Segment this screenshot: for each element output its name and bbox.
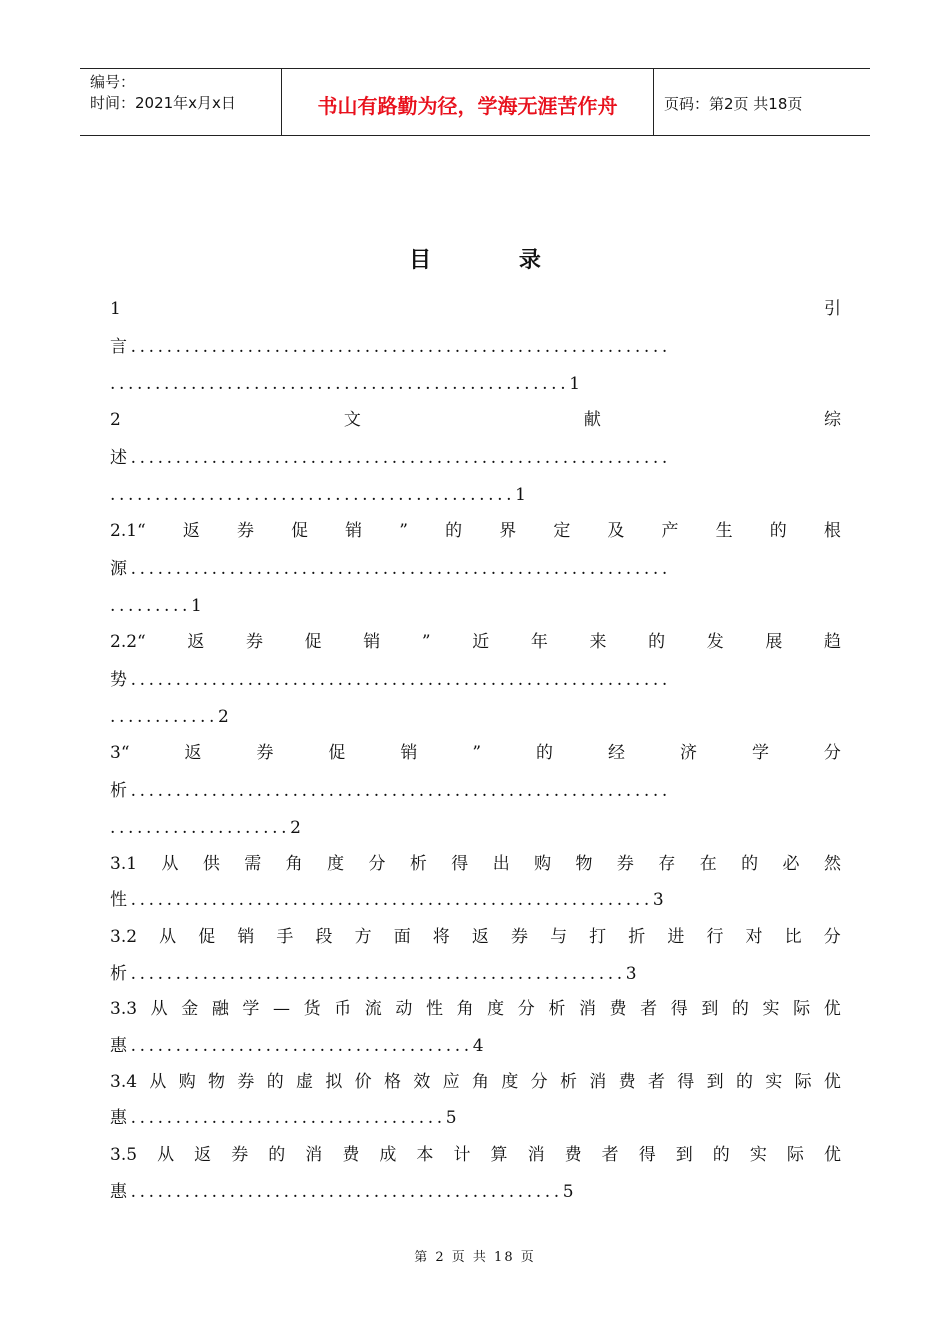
toc-entry-token: 文 bbox=[343, 410, 361, 430]
toc-entry-token: 来 bbox=[589, 632, 607, 652]
toc-entry-token: 购 bbox=[178, 1072, 196, 1092]
toc-entry-token: 进 bbox=[667, 927, 685, 947]
toc-entry-token: 际 bbox=[794, 1072, 812, 1092]
toc-entry-token: 的 bbox=[712, 1145, 730, 1165]
toc-entry-token: 2.2“ bbox=[110, 632, 146, 652]
toc-entry-token: 格 bbox=[384, 1072, 401, 1092]
toc-entry-token: 计 bbox=[453, 1145, 471, 1165]
toc-entry-token: 返 bbox=[184, 743, 202, 763]
header-date-label: 时间：2021年x月x日 bbox=[90, 94, 236, 112]
toc-entry-leader: 源............................................................ bbox=[110, 559, 671, 579]
toc-entry-token: 实 bbox=[765, 1072, 783, 1092]
toc-entry-token: 综 bbox=[823, 410, 841, 430]
toc-entry-token: 的 bbox=[741, 854, 759, 874]
toc-entry-token: 供 bbox=[202, 854, 220, 874]
toc-entry-token: 销 bbox=[237, 927, 255, 947]
toc-entry-token: 段 bbox=[315, 927, 333, 947]
toc-entry-continuation[interactable] bbox=[110, 779, 841, 803]
toc-entry-token: 经 bbox=[608, 743, 625, 763]
toc-entry-token: 融 bbox=[211, 999, 229, 1019]
toc-entry-token: 度 bbox=[501, 1072, 519, 1092]
toc-entry-heading[interactable] bbox=[110, 630, 841, 654]
toc-entry-token: 的 bbox=[648, 632, 666, 652]
toc-entry-continuation[interactable] bbox=[110, 668, 841, 692]
toc-entry-token: 3“ bbox=[110, 743, 130, 763]
toc-entry-token: 学 bbox=[751, 743, 769, 763]
toc-entry-token: 算 bbox=[490, 1145, 508, 1165]
toc-entry-token: 行 bbox=[706, 927, 724, 947]
toc-entry-token: 应 bbox=[442, 1072, 460, 1092]
toc-entry-page-line[interactable] bbox=[110, 372, 841, 396]
toc-entry-token: 促 bbox=[304, 632, 322, 652]
header-motto-cell bbox=[282, 69, 654, 135]
toc-entry-heading[interactable] bbox=[110, 741, 841, 765]
toc-entry-token: 出 bbox=[492, 854, 510, 874]
toc-entry-token: 必 bbox=[782, 854, 800, 874]
toc-entry-token: 3.1 bbox=[110, 854, 138, 874]
toc-entry-page-number: .............................................1 bbox=[110, 485, 530, 505]
toc-entry-token: 界 bbox=[499, 521, 517, 541]
toc-entry-token: 销 bbox=[363, 632, 381, 652]
toc-entry-token: 比 bbox=[784, 927, 802, 947]
toc-entry-page-line[interactable] bbox=[110, 705, 841, 729]
toc-entry-token: 费 bbox=[564, 1145, 582, 1165]
toc-entry-token: 返 bbox=[471, 927, 489, 947]
toc-entry-token: 际 bbox=[793, 999, 811, 1019]
toc-entry-token: 性 bbox=[425, 999, 443, 1019]
toc-entry-token: 的 bbox=[266, 1072, 284, 1092]
toc-entry-heading[interactable] bbox=[110, 408, 841, 432]
toc-entry-token: 度 bbox=[487, 999, 505, 1019]
toc-entry-token: 消 bbox=[578, 999, 596, 1019]
toc-entry-token: 与 bbox=[550, 927, 568, 947]
toc-entry-token: 得 bbox=[670, 999, 688, 1019]
toc-entry-token: 的 bbox=[731, 999, 749, 1019]
toc-entry-token: 3.4 bbox=[110, 1072, 138, 1092]
toc-entry-token: 及 bbox=[607, 521, 625, 541]
toc-entry-token: 3.2 bbox=[110, 927, 138, 947]
toc-entry-heading[interactable] bbox=[110, 1070, 841, 1094]
toc-entry-token: 的 bbox=[536, 743, 554, 763]
toc-entry-token: 2.1“ bbox=[110, 521, 146, 541]
toc-entry-token: 分 bbox=[368, 854, 386, 874]
toc-entry-heading[interactable] bbox=[110, 997, 841, 1021]
toc-entry-token: 分 bbox=[823, 927, 841, 947]
toc-entry-token: 优 bbox=[823, 1145, 841, 1165]
toc-entry-token: 券 bbox=[236, 521, 254, 541]
toc-entry-leader: 惠................................................5 bbox=[110, 1182, 578, 1202]
toc-entry-token: 产 bbox=[661, 521, 679, 541]
toc-entry-token: 券 bbox=[510, 927, 528, 947]
toc-entry-token: 到 bbox=[706, 1072, 724, 1092]
toc-entry-token: 费 bbox=[342, 1145, 360, 1165]
toc-entry-token: 根 bbox=[823, 521, 841, 541]
toc-entry-token: 费 bbox=[618, 1072, 636, 1092]
toc-entry-token: 效 bbox=[413, 1072, 431, 1092]
page-header bbox=[80, 68, 870, 136]
toc-entry-token: 3.3 bbox=[110, 999, 138, 1019]
toc-entry-continuation[interactable] bbox=[110, 1034, 841, 1058]
toc-entry-token: 消 bbox=[527, 1145, 545, 1165]
toc-entry-token: 展 bbox=[765, 632, 783, 652]
toc-entry-token: 优 bbox=[823, 999, 841, 1019]
toc-entry-token: 存 bbox=[658, 854, 676, 874]
toc-entry-token: 折 bbox=[628, 927, 646, 947]
toc-entry-token: 析 bbox=[548, 999, 566, 1019]
toc-entry-page-number: .........1 bbox=[110, 596, 206, 616]
toc-entry-token: 拟 bbox=[325, 1072, 343, 1092]
toc-title: 目 录 bbox=[409, 248, 581, 273]
toc-entry-token: 得 bbox=[677, 1072, 695, 1092]
toc-entry-continuation[interactable] bbox=[110, 557, 841, 581]
toc-entry-token: 角 bbox=[285, 854, 303, 874]
toc-entry-page-line[interactable] bbox=[110, 594, 841, 618]
toc-entry-leader: 析.......................................................3 bbox=[110, 964, 641, 984]
toc-entry-continuation[interactable] bbox=[110, 1106, 841, 1130]
toc-entry-token: 费 bbox=[609, 999, 627, 1019]
toc-entry-token: 方 bbox=[354, 927, 372, 947]
toc-entry-token: — bbox=[273, 999, 291, 1019]
toc-entry-token: 析 bbox=[409, 854, 427, 874]
toc-entry-token: 的 bbox=[445, 521, 463, 541]
toc-entry-token: 币 bbox=[334, 999, 352, 1019]
toc-entry-token: 者 bbox=[601, 1145, 619, 1165]
toc-entry-page-line[interactable] bbox=[110, 816, 841, 840]
toc-entry-page-number: ............2 bbox=[110, 707, 233, 727]
toc-entry-page-line[interactable] bbox=[110, 483, 841, 507]
toc-entry-continuation[interactable] bbox=[110, 888, 841, 912]
toc-entry-token: 然 bbox=[823, 854, 841, 874]
toc-entry-leader: 言............................................................ bbox=[110, 337, 671, 357]
toc-entry-token: 流 bbox=[364, 999, 382, 1019]
toc-entry-token: 得 bbox=[451, 854, 469, 874]
toc-entry-token: 优 bbox=[823, 1072, 841, 1092]
header-meta-cell bbox=[80, 69, 282, 135]
toc-entry-token: 将 bbox=[432, 927, 450, 947]
toc-entry-token: 实 bbox=[749, 1145, 767, 1165]
toc-entry-token: 的 bbox=[735, 1072, 753, 1092]
toc-entry-token: 打 bbox=[589, 927, 607, 947]
toc-entry-token: 实 bbox=[762, 999, 780, 1019]
toc-entry-token: 析 bbox=[559, 1072, 577, 1092]
toc-entry-token: 消 bbox=[589, 1072, 607, 1092]
toc-entry-token: 到 bbox=[701, 999, 719, 1019]
toc-entry-token: 物 bbox=[575, 854, 593, 874]
toc-entry-token: 分 bbox=[517, 999, 535, 1019]
toc-entry-token: 动 bbox=[395, 999, 413, 1019]
toc-entry-token: 到 bbox=[675, 1145, 693, 1165]
toc-entry-leader: 势............................................................ bbox=[110, 670, 671, 690]
toc-entry-token: 返 bbox=[187, 632, 205, 652]
toc-entry-page-number: ...................................................1 bbox=[110, 374, 584, 394]
toc-entry-token: 者 bbox=[640, 999, 658, 1019]
toc-entry-token: ” bbox=[421, 632, 431, 652]
toc-entry-token: 促 bbox=[198, 927, 216, 947]
toc-entry-token: 生 bbox=[715, 521, 733, 541]
toc-entry-token: 促 bbox=[291, 521, 309, 541]
toc-entry-heading[interactable] bbox=[110, 852, 841, 876]
toc-entry-token: 近 bbox=[472, 632, 490, 652]
toc-entry-token: 货 bbox=[303, 999, 321, 1019]
toc-entry-token: 从 bbox=[149, 1072, 167, 1092]
toc-entry-continuation[interactable] bbox=[110, 1180, 841, 1204]
toc-entry-token: 销 bbox=[345, 521, 363, 541]
toc-entry-continuation[interactable] bbox=[110, 962, 841, 986]
toc-entry-token: 角 bbox=[456, 999, 474, 1019]
toc-entry-token: 引 bbox=[824, 299, 841, 319]
header-page-cell bbox=[654, 69, 870, 135]
toc-entry-token: 金 bbox=[181, 999, 199, 1019]
toc-entry-token: 度 bbox=[327, 854, 345, 874]
toc-entry-token: 分 bbox=[823, 743, 841, 763]
toc-entry-token: 手 bbox=[276, 927, 294, 947]
toc-entry-token: 券 bbox=[616, 854, 634, 874]
toc-entry-token: 1 bbox=[110, 299, 121, 319]
toc-entry-leader: 析............................................................ bbox=[110, 781, 671, 801]
toc-entry-continuation[interactable] bbox=[110, 335, 841, 359]
toc-entry-token: 需 bbox=[244, 854, 262, 874]
toc-entry-token: 分 bbox=[530, 1072, 548, 1092]
toc-entry-heading[interactable] bbox=[110, 297, 841, 321]
toc-entry-token: 券 bbox=[245, 632, 263, 652]
toc-entry-token: 年 bbox=[530, 632, 548, 652]
toc-entry-token: 在 bbox=[699, 854, 717, 874]
toc-entry-token: 券 bbox=[231, 1145, 249, 1165]
toc-entry-token: 3.5 bbox=[110, 1145, 138, 1165]
toc-entry-token: 献 bbox=[583, 410, 601, 430]
toc-entry-token: 销 bbox=[400, 743, 418, 763]
toc-entry-token: 券 bbox=[256, 743, 274, 763]
toc-entry-token: 得 bbox=[638, 1145, 656, 1165]
toc-entry-heading[interactable] bbox=[110, 1143, 841, 1167]
toc-entry-token: 从 bbox=[150, 999, 168, 1019]
toc-entry-token: 从 bbox=[161, 854, 179, 874]
toc-entry-token: 的 bbox=[268, 1145, 286, 1165]
toc-entry-leader: 性..........................................................3 bbox=[110, 890, 668, 910]
toc-entry-token: 虚 bbox=[296, 1072, 314, 1092]
header-number-label: 编号： bbox=[90, 73, 136, 91]
toc-entry-token: 消 bbox=[305, 1145, 323, 1165]
toc-entry-token: 购 bbox=[534, 854, 552, 874]
toc-entry-token: 从 bbox=[159, 927, 177, 947]
toc-entry-token: 者 bbox=[647, 1072, 665, 1092]
page-footer: 第 2 页 共 18 页 bbox=[414, 1250, 536, 1265]
toc-entry-leader: 述............................................................ bbox=[110, 448, 671, 468]
toc-entry-leader: 惠......................................4 bbox=[110, 1036, 488, 1056]
toc-entry-continuation[interactable] bbox=[110, 446, 841, 470]
toc-entry-token: 对 bbox=[745, 927, 763, 947]
toc-entry-token: 发 bbox=[706, 632, 724, 652]
toc-entry-leader: 惠...................................5 bbox=[110, 1108, 461, 1128]
toc-entry-token: 本 bbox=[416, 1145, 434, 1165]
toc-entry-token: 角 bbox=[471, 1072, 489, 1092]
toc-entry-token: 定 bbox=[553, 521, 571, 541]
toc-entry-heading[interactable] bbox=[110, 925, 841, 949]
toc-entry-token: 物 bbox=[208, 1072, 226, 1092]
toc-entry-token: 2 bbox=[110, 410, 121, 430]
header-page-info: 页码：第2页 共18页 bbox=[664, 94, 803, 113]
toc-entry-token: 促 bbox=[328, 743, 346, 763]
toc-entry-token: 的 bbox=[769, 521, 787, 541]
toc-entry-token: 学 bbox=[242, 999, 260, 1019]
toc-entry-token: 成 bbox=[379, 1145, 397, 1165]
header-motto: 书山有路勤为径，学海无涯苦作舟 bbox=[317, 93, 618, 118]
toc-entry-heading[interactable] bbox=[110, 519, 841, 543]
toc-entry-token: ” bbox=[399, 521, 408, 541]
toc-entry-token: 券 bbox=[237, 1072, 255, 1092]
toc-entry-token: 趋 bbox=[823, 632, 841, 652]
toc-entry-token: 返 bbox=[182, 521, 200, 541]
toc-entry-token: 面 bbox=[393, 927, 411, 947]
toc-entry-token: ” bbox=[472, 743, 482, 763]
toc-entry-token: 价 bbox=[354, 1072, 372, 1092]
toc-entry-page-number: ....................2 bbox=[110, 818, 305, 838]
toc-entry-token: 济 bbox=[679, 743, 697, 763]
toc-entry-token: 从 bbox=[157, 1145, 175, 1165]
toc-entry-token: 返 bbox=[194, 1145, 212, 1165]
toc-entry-token: 际 bbox=[786, 1145, 804, 1165]
